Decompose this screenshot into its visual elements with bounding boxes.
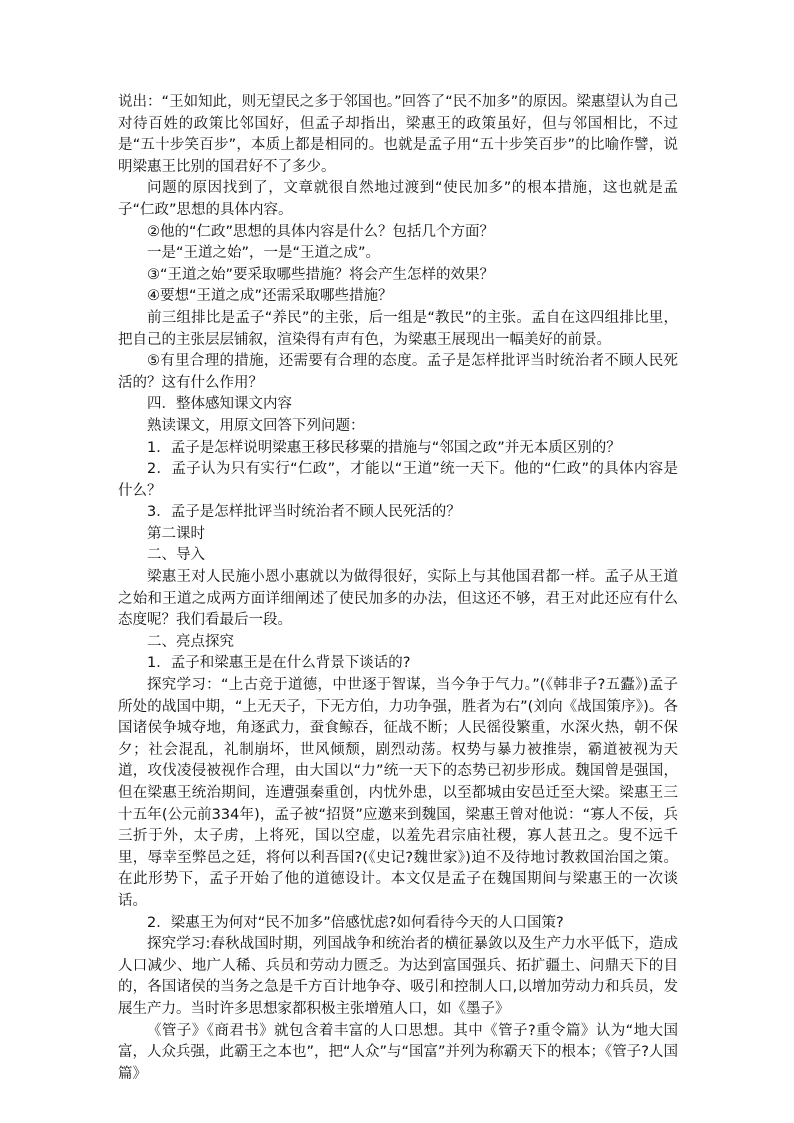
document-page: [118, 92, 678, 1085]
section-heading: 二、导入: [147, 547, 205, 564]
question: ③“王道之始”要采取哪些措施？将会产生怎样的效果？: [147, 266, 495, 283]
question: 2．梁惠王为何对“民不加多”倍感忧虑?如何看待今天的人口国策?: [147, 914, 564, 931]
instruction: 熟读课文，用原文回答下列问题：: [147, 417, 365, 434]
section-heading: 第二课时: [147, 525, 205, 542]
paragraph: 探究学习：“上古竞于道德，中世逐于智谋，当今争于气力。”(《韩非子?五蠹》)孟子所处的战国中期，“上无天子，下无方伯，力功争强，胜者为右”(刘向《战国策序》)。各国诸侯争城夺地，角逐武力，蚕食鲸吞，征战不断；人民徭役繁重，水深火热，朝不保夕；社会混乱，礼制崩坏，世风倾颓，剧烈动荡。权势与暴力被推崇，霸道被视为天道，攻伐凌侵被视作合理，由大国以“力”统一天下的态势已初步形成。魏国曾是强国，但在梁惠王统治期间，连遭强秦重创，内忧外患，以至都城由安邑迁至大梁。梁惠王三十五年(公元前334年)，孟子被“招贤”应邀来到魏国，梁惠王曾对他说：“寡人不佞，兵三折于外，太子虏，上将死，国以空虚，以羞先君宗庙社稷，寡人甚丑之。叟不远千里，辱幸至弊邑之廷，将何以利吾国?(《史记?魏世家》)迫不及待地讨教救国治国之策。在此形势下，孟子开始了他的道德设计。本文仅是孟子在魏国期间与梁惠王的一次谈话。: [118, 677, 678, 909]
question: 1．孟子和梁惠王是在什么背景下谈话的?: [147, 655, 411, 672]
list-item: 2．孟子认为只有实行“仁政”，才能以“王道”统一天下。他的“仁政”的具体内容是什么？: [118, 461, 678, 499]
list-item: 1．孟子是怎样说明梁惠王移民移粟的措施与“邻国之政”并无本质区别的？: [147, 439, 621, 456]
paragraph: 说出：“王如知此，则无望民之多于邻国也。”回答了“民不加多”的原因。梁惠望认为自己对待百姓的政策比邻国好，但孟子却指出，梁惠王的政策虽好，但与邻国相比，不过是“五十步笑百步”，本质上都是相同的。也就是孟子用“五十步笑百步”的比喻作譬，说明梁惠王比别的国君好不了多少。: [118, 94, 678, 175]
list-item: 3．孟子是怎样批评当时统治者不顾人民死活的？: [147, 504, 461, 521]
section-heading: 四．整体感知课文内容: [147, 396, 292, 413]
paragraph: 梁惠王对人民施小恩小惠就以为做得很好，实际上与其他国君都一样。孟子从王道之始和王道之成两方面详细阐述了使民加多的办法，但这还不够，君王对此还应有什么态度呢？我们看最后一段。: [118, 569, 678, 629]
section-heading: 二、亮点探究: [147, 633, 234, 650]
question: ②他的“仁政”思想的具体内容是什么？包括几个方面？: [147, 223, 495, 240]
question: ④要想“王道之成”还需采取哪些措施？: [147, 288, 393, 305]
answer: 一是“王道之始”，一是“王道之成”。: [147, 245, 381, 262]
paragraph: 前三组排比是孟子“养民”的主张，后一组是“教民”的主张。孟自在这四组排比里，把自己的主张层层铺叙，渲染得有声有色，为梁惠王展现出一幅美好的前景。: [118, 309, 678, 348]
paragraph: 探究学习:春秋战国时期，列国战争和统治者的横征暴敛以及生产力水平低下，造成人口减少、地广人稀、兵员和劳动力匮乏。为达到富国强兵、拓扩疆土、问鼎天下的目的，各国诸侯的当务之急是千方百计地争夺、吸引和控制人口,以增加劳动力和兵员，发展生产力。当时许多思想家都积极主张增殖人口，如《墨子》: [118, 936, 678, 1017]
paragraph: 《管子》《商君书》就包含着丰富的人口思想。其中《管子?重令篇》认为“地大国富，人众兵强，此霸王之本也”，把“人众”与“国富”并列为称霸天下的根本；《管子?人国篇》: [118, 1022, 679, 1082]
paragraph: 问题的原因找到了，文章就很自然地过渡到“使民加多”的根本措施，这也就是孟子“仁政”思想的具体内容。: [118, 180, 678, 218]
question: ⑤有里合理的措施，还需要有合理的态度。孟子是怎样批评当时统治者不顾人民死活的？这有什么作用？: [118, 353, 678, 391]
